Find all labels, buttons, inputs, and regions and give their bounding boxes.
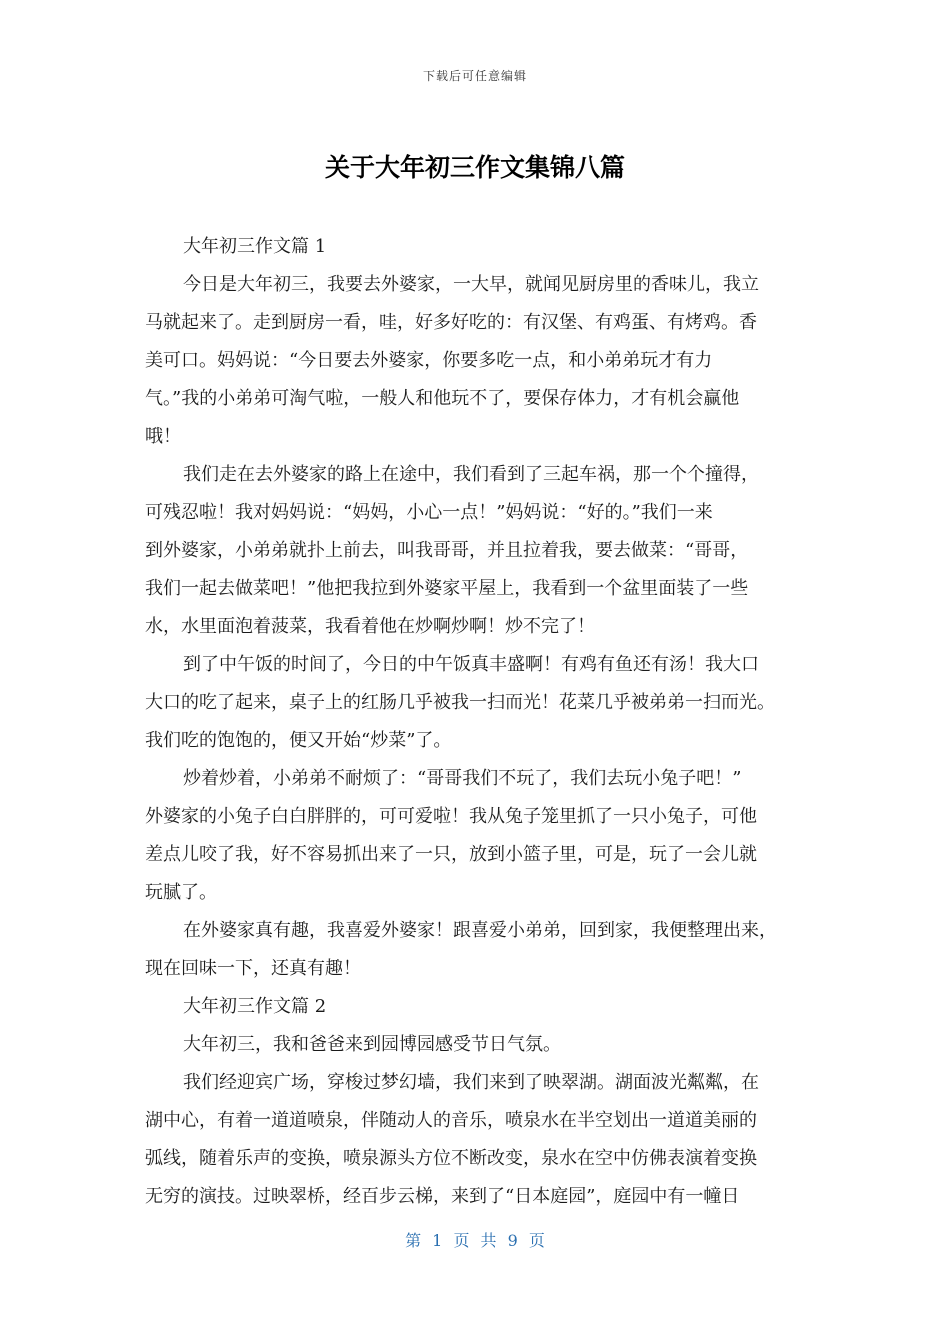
section-heading: 大年初三作文篇 2 [183,996,327,1017]
text-line: 大口的吃了起来，桌子上的红肠几乎被我一扫而光！花菜几乎被弟弟一扫而光。 [145,692,775,713]
text-line: 无穷的演技。过映翠桥，经百步云梯，来到了“日本庭园”，庭园中有一幢日 [145,1186,740,1207]
text-line: 外婆家的小兔子白白胖胖的，可可爱啦！我从兔子笼里抓了一只小兔子，可他 [145,806,757,827]
header-note: 下载后可任意编辑 [422,69,527,83]
page-title: 关于大年初三作文集锦八篇 [324,153,625,182]
text-line: 玩腻了。 [145,882,217,903]
text-line: 美可口。妈妈说：“今日要去外婆家，你要多吃一点，和小弟弟玩才有力 [145,350,713,371]
text-line: 可残忍啦！我对妈妈说：“妈妈，小心一点！”妈妈说：“好的。”我们一来 [145,502,713,523]
text-line: 我们一起去做菜吧！”他把我拉到外婆家平屋上，我看到一个盆里面装了一些 [145,578,749,599]
text-line: 马就起来了。走到厨房一看，哇，好多好吃的：有汉堡、有鸡蛋、有烤鸡。香 [145,312,757,333]
text-line: 现在回味一下，还真有趣！ [145,958,361,979]
text-line: 气。”我的小弟弟可淘气啦，一般人和他玩不了，要保存体力，才有机会赢他 [145,388,740,409]
text-line: 到了中午饭的时间了，今日的中午饭真丰盛啊！有鸡有鱼还有汤！我大口 [183,654,759,675]
text-line: 弧线，随着乐声的变换，喷泉源头方位不断改变，泉水在空中仿佛表演着变换 [145,1148,757,1169]
text-line: 我们吃的饱饱的，便又开始“炒菜”了。 [145,730,452,751]
text-line: 水，水里面泡着菠菜，我看着他在炒啊炒啊！炒不完了！ [145,616,595,637]
text-line: 差点儿咬了我，好不容易抓出来了一只，放到小篮子里，可是，玩了一会儿就 [145,844,757,865]
text-line: 在外婆家真有趣，我喜爱外婆家！跟喜爱小弟弟，回到家，我便整理出来， [183,920,777,941]
text-line: 哦！ [145,426,181,447]
text-line: 炒着炒着，小弟弟不耐烦了：“哥哥我们不玩了，我们去玩小兔子吧！” [183,768,742,789]
text-line: 湖中心，有着一道道喷泉，伴随动人的音乐，喷泉水在半空划出一道道美丽的 [145,1110,757,1131]
text-line: 到外婆家，小弟弟就扑上前去，叫我哥哥，并且拉着我，要去做菜：“哥哥， [145,540,749,561]
page-footer: 第 1 页 共 9 页 [405,1231,545,1250]
text-line: 我们走在去外婆家的路上在途中，我们看到了三起车祸，那一个个撞得， [183,464,759,485]
text-line: 我们经迎宾广场，穿梭过梦幻墙，我们来到了映翠湖。湖面波光粼粼，在 [183,1072,759,1093]
text-line: 大年初三，我和爸爸来到园博园感受节日气氛。 [183,1034,561,1055]
text-line: 今日是大年初三，我要去外婆家，一大早，就闻见厨房里的香味儿，我立 [183,274,759,295]
section-heading: 大年初三作文篇 1 [183,236,327,257]
